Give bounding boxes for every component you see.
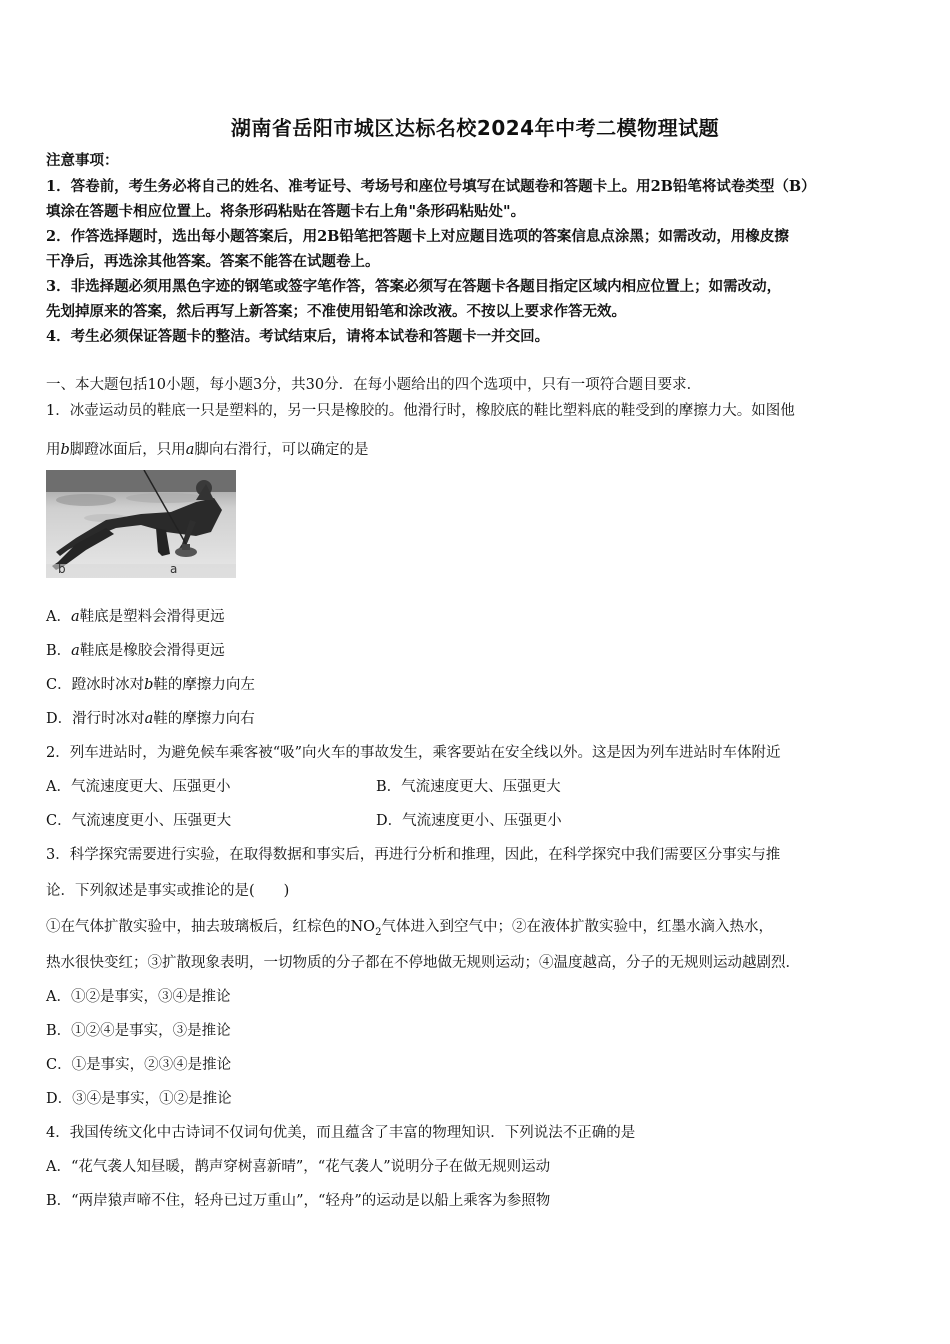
q2-option-c: C．气流速度更小、压强更大 xyxy=(46,813,232,829)
notice-line: 干净后，再选涂其他答案。答案不能答在试题卷上。 xyxy=(46,253,380,270)
q3-option-d: D．③④是事实，①②是推论 xyxy=(46,1091,232,1107)
q4-stem: 4．我国传统文化中古诗词不仅词句优美，而且蕴含了丰富的物理知识．下列说法不正确的是 xyxy=(46,1125,636,1141)
image-label-b: b xyxy=(58,562,66,576)
q2-option-b: B．气流速度更大、压强更大 xyxy=(376,779,561,795)
notice-line: 填涂在答题卡相应位置上。将条形码粘贴在答题卡右上角"条形码粘贴处"。 xyxy=(46,203,526,220)
q1-option-a: A．a鞋底是塑料会滑得更远 xyxy=(46,609,225,625)
q1-stem-line2: 用b脚蹬冰面后，只用a脚向右滑行，可以确定的是 xyxy=(46,442,369,458)
q3-stem-line4: 热水很快变红；③扩散现象表明，一切物质的分子都在不停地做无规则运动；④温度越高，分子的无规则运动越剧烈． xyxy=(46,955,800,971)
q3-option-a: A．①②是事实，③④是推论 xyxy=(46,989,231,1005)
notice-line: 先划掉原来的答案，然后再写上新答案；不准使用铅笔和涂改液。不按以上要求作答无效。 xyxy=(46,303,626,320)
notice-line: 1．答卷前，考生务必将自己的姓名、准考证号、考场号和座位号填写在试题卷和答题卡上。用2B铅笔将试卷类型（B） xyxy=(46,178,816,195)
q3-stem-line3: ①在气体扩散实验中，抽去玻璃板后，红棕色的$NO_2$气体进入到空气中；②在液体扩散实验中，红墨水滴入热水， xyxy=(46,919,773,938)
q3-stem-line2: 论．下列叙述是事实或推论的是( ) xyxy=(46,883,290,899)
q4-option-b: B．“两岸猿声啼不住，轻舟已过万重山”，“轻舟”的运动是以船上乘客为参照物 xyxy=(46,1193,551,1209)
q2-option-a: A．气流速度更大、压强更小 xyxy=(46,779,231,795)
q1-option-d: D．滑行时冰对a鞋的摩擦力向右 xyxy=(46,711,255,727)
q3-stem-line1: 3．科学探究需要进行实验，在取得数据和事实后，再进行分析和推理，因此，在科学探究中我们需要区分事实与推 xyxy=(46,847,781,863)
q2-option-d: D．气流速度更小、压强更小 xyxy=(376,813,562,829)
notice-line: 4．考生必须保证答题卡的整洁。考试结束后，请将本试卷和答题卡一并交回。 xyxy=(46,328,550,345)
curling-photo xyxy=(46,470,236,578)
q3-option-b: B．①②④是事实，③是推论 xyxy=(46,1023,231,1039)
q3-option-c: C．①是事实，②③④是推论 xyxy=(46,1057,232,1073)
q2-stem: 2．列车进站时，为避免候车乘客被“吸”向火车的事故发生，乘客要站在安全线以外。这是因为列车进站时车体附近 xyxy=(46,745,781,761)
q2-options-row1 xyxy=(46,777,230,797)
q1-option-c: C．蹬冰时冰对b鞋的摩擦力向左 xyxy=(46,677,255,693)
curling-athlete-image xyxy=(46,470,236,578)
q1-option-b: B．a鞋底是橡胶会滑得更远 xyxy=(46,643,225,659)
notice-line: 3．非选择题必须用黑色字迹的钢笔或签字笔作答，答案必须写在答题卡各题目指定区域内相应位置上；如需改动， xyxy=(46,278,782,295)
q1-stem-line1: 1．冰壶运动员的鞋底一只是塑料的，另一只是橡胶的。他滑行时，橡胶底的鞋比塑料底的鞋受到的摩擦力大。如图他 xyxy=(46,403,795,419)
section-heading: 一、本大题包括10小题，每小题3分，共30分．在每小题给出的四个选项中，只有一项符合题目要求． xyxy=(46,377,702,393)
image-label-a: a xyxy=(170,562,178,576)
q4-option-a: A．“花气袭人知昼暖，鹊声穿树喜新晴”，“花气袭人”说明分子在做无规则运动 xyxy=(46,1159,551,1175)
notice-line: 2．作答选择题时，选出每小题答案后，用2B铅笔把答题卡上对应题目选项的答案信息点涂黑；如需改动，用橡皮擦 xyxy=(46,228,789,245)
exam-title: 湖南省岳阳市城区达标名校2024年中考二模物理试题 xyxy=(230,116,720,140)
notice-heading: 注意事项： xyxy=(46,152,119,169)
